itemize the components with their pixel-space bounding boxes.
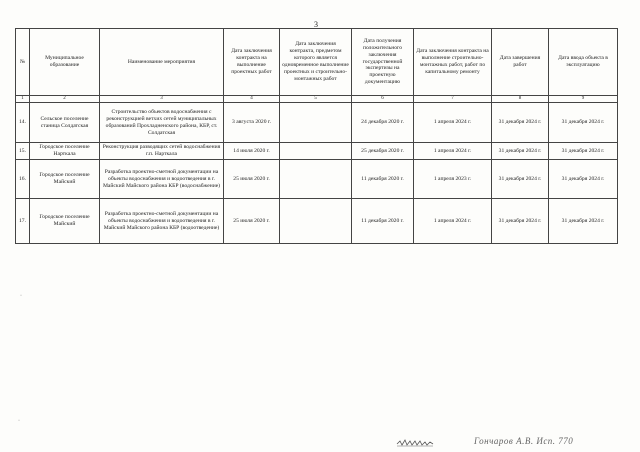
commissioning-cell: 31 декабря 2024 г. bbox=[549, 143, 618, 160]
measure-cell: Разработка проектно-сметной документации на объекты водоснабжения и водоотведения в г. Майский Майского района КБР (водоотведение) bbox=[100, 199, 224, 244]
commissioning-cell: 31 декабря 2024 г. bbox=[549, 160, 618, 199]
measure-cell: Разработка проектно-сметной документации на объекты водоснабжения и водоотведения в г. Майский Майского района КБР (водоснабжение) bbox=[100, 160, 224, 199]
construction-contract-cell: 1 апреля 2024 г. bbox=[414, 199, 492, 244]
construction-contract-cell: 1 апреля 2023 г. bbox=[414, 160, 492, 199]
column-number: 3 bbox=[100, 96, 224, 103]
completion-cell: 31 декабря 2024 г. bbox=[492, 199, 549, 244]
expertise-cell: 25 декабря 2020 г. bbox=[352, 143, 414, 160]
header-cell: Дата ввода объекта в эксплуатацию bbox=[549, 29, 618, 96]
header-cell: Дата заключения контракта на выполнение строительно-монтажных работ, работ по капитальному ремонту bbox=[414, 29, 492, 96]
header-cell: Дата заключения контракта на выполнение проектных работ bbox=[224, 29, 280, 96]
column-number: 9 bbox=[549, 96, 618, 103]
row-number: 15. bbox=[16, 143, 30, 160]
design-contract-cell: 14 июля 2020 г. bbox=[224, 143, 280, 160]
municipality-cell: Городское поселение Нарткала bbox=[30, 143, 100, 160]
combined-contract-cell bbox=[280, 199, 352, 244]
column-number: 6 bbox=[352, 96, 414, 103]
header-cell: Муниципальное образование bbox=[30, 29, 100, 96]
signature-scribble bbox=[396, 438, 434, 448]
row-number: 14. bbox=[16, 103, 30, 143]
construction-contract-cell: 1 апреля 2024 г. bbox=[414, 103, 492, 143]
municipality-cell: Сельское поселение станица Солдатская bbox=[30, 103, 100, 143]
commissioning-cell: 31 декабря 2024 г. bbox=[549, 103, 618, 143]
municipality-cell: Городское поселение Майский bbox=[30, 160, 100, 199]
scan-speck: · bbox=[18, 418, 20, 424]
expertise-cell: 11 декабря 2020 г. bbox=[352, 199, 414, 244]
column-number: 7 bbox=[414, 96, 492, 103]
table-row bbox=[16, 143, 618, 160]
expertise-cell: 24 декабря 2020 г. bbox=[352, 103, 414, 143]
combined-contract-cell bbox=[280, 160, 352, 199]
column-number: 2 bbox=[30, 96, 100, 103]
combined-contract-cell bbox=[280, 103, 352, 143]
measure-cell: Строительство объектов водоснабжения с реконструкцией ветхих сетей муниципальных образований Прохладненского района, КБР, ст. Солдатская bbox=[100, 103, 224, 143]
handwritten-note: Гончаров А.В. Исп. 770 bbox=[474, 436, 574, 446]
design-contract-cell: 3 августа 2020 г. bbox=[224, 103, 280, 143]
column-number: 8 bbox=[492, 96, 549, 103]
header-cell: Наименование мероприятия bbox=[100, 29, 224, 96]
table-row bbox=[16, 160, 618, 199]
commissioning-cell: 31 декабря 2024 г. bbox=[549, 199, 618, 244]
column-number: 5 bbox=[280, 96, 352, 103]
table-row bbox=[16, 199, 618, 244]
row-number: 16. bbox=[16, 160, 30, 199]
municipality-cell: Городское поселение Майский bbox=[30, 199, 100, 244]
completion-cell: 31 декабря 2024 г. bbox=[492, 143, 549, 160]
measure-cell: Реконструкция разводящих сетей водоснабжения г.п. Нарткала bbox=[100, 143, 224, 160]
table-row bbox=[16, 103, 618, 143]
expertise-cell: 11 декабря 2020 г. bbox=[352, 160, 414, 199]
page-number: 3 bbox=[314, 20, 318, 29]
header-cell: № bbox=[16, 29, 30, 96]
header-cell: Дата завершения работ bbox=[492, 29, 549, 96]
column-number: 4 bbox=[224, 96, 280, 103]
header-cell: Дата получения положительного заключения государственной экспертизы на проектную документацию bbox=[352, 29, 414, 96]
schedule-table bbox=[15, 28, 618, 244]
construction-contract-cell: 1 апреля 2024 г. bbox=[414, 143, 492, 160]
design-contract-cell: 25 июля 2020 г. bbox=[224, 160, 280, 199]
scan-speck: · bbox=[20, 293, 22, 299]
header-cell: Дата заключения контракта, предметом которого является одновременное выполнение проектных и строительно-монтажных работ bbox=[280, 29, 352, 96]
combined-contract-cell bbox=[280, 143, 352, 160]
row-number: 17. bbox=[16, 199, 30, 244]
completion-cell: 31 декабря 2024 г. bbox=[492, 103, 549, 143]
table-header-row bbox=[16, 29, 618, 96]
completion-cell: 31 декабря 2024 г. bbox=[492, 160, 549, 199]
column-number: 1 bbox=[16, 96, 30, 103]
column-number-row bbox=[16, 96, 618, 103]
design-contract-cell: 25 июля 2020 г. bbox=[224, 199, 280, 244]
